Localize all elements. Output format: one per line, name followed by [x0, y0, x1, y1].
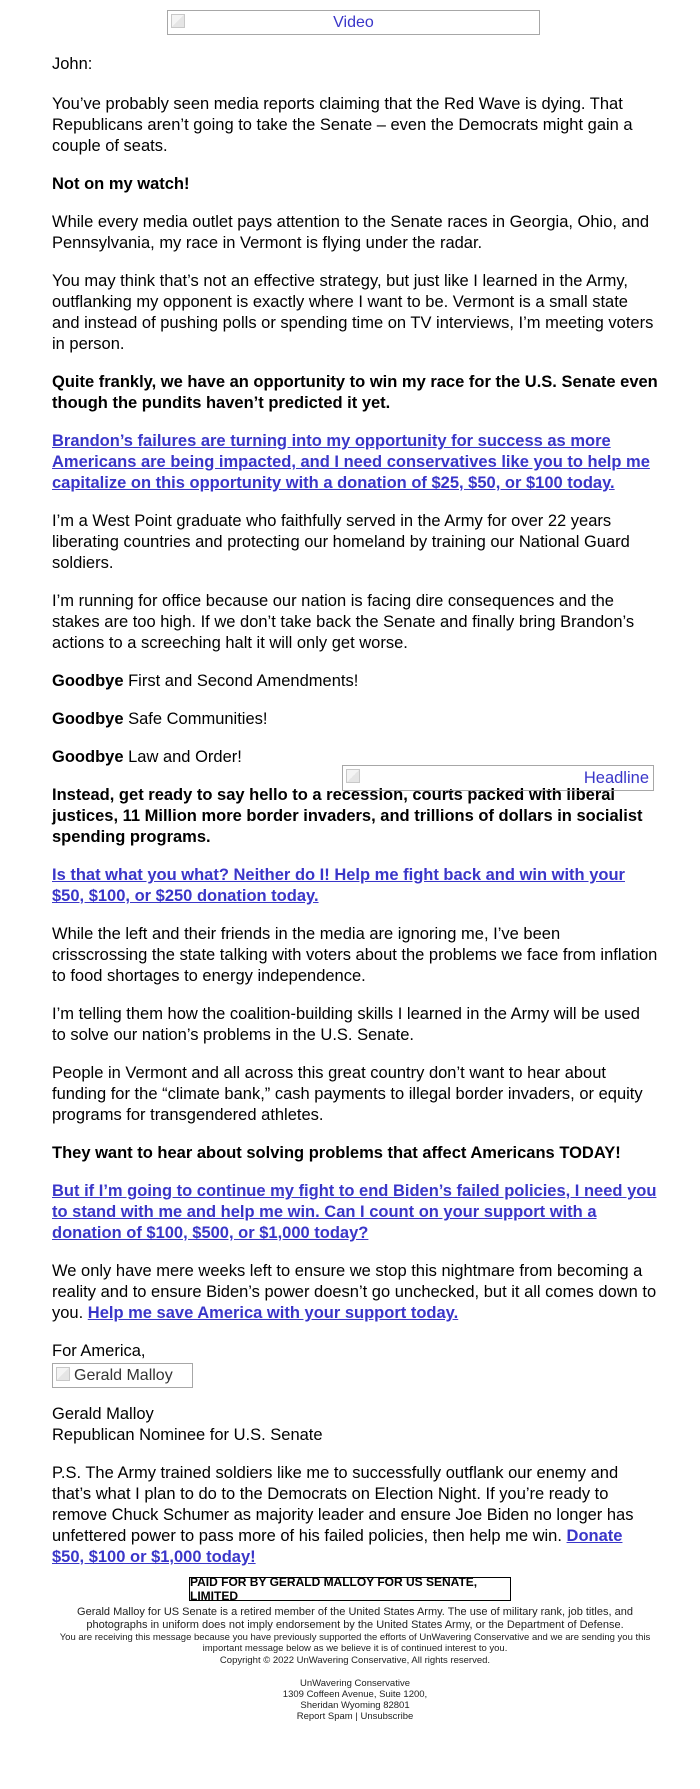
receiving-notice: You are receiving this message because you have previously supported the efforts of UnWavering Conservative and we are sending you this important message below as we believe it is of continued interest to you.	[59, 1632, 651, 1655]
paid-for-box: PAID FOR BY GERALD MALLOY FOR US SENATE, LIMITED	[189, 1577, 511, 1601]
save-america-link[interactable]: Help me save America with your support today.	[87, 1304, 459, 1322]
goodbye-amendments	[52, 671, 658, 692]
paragraph-today: They want to hear about solving problems that affect Americans TODAY!	[52, 1144, 621, 1162]
paragraph-coalition: I’m telling them how the coalition-building skills I learned in the Army will be used to solve our nation’s problems in the U.S. Senate.	[52, 1005, 640, 1044]
goodbye-communities	[52, 709, 658, 730]
paragraph-weeks-left	[52, 1261, 658, 1324]
report-spam-link[interactable]: Report Spam	[296, 1711, 353, 1723]
footer-link-separator: |	[352, 1711, 361, 1723]
goodbye-word: Goodbye	[52, 748, 124, 766]
paragraph-crisscrossing: While the left and their friends in the media are ignoring me, I’ve been crisscrossing the state talking with voters about the problems we face from inflation to food shortages to energy independence.	[52, 925, 658, 985]
donate-link-50-100-250[interactable]: Is that what you what? Neither do I! Help me fight back and win with your $50, $100, or $250 donation today.	[52, 866, 625, 905]
footer-links	[52, 1711, 658, 1722]
weeks-left-text: We only have mere weeks left to ensure we stop this nightmare from becoming a reality and to ensure Biden’s power doesn’t go unchecked, but it all comes down to you.	[52, 1262, 657, 1322]
paragraph-strategy: You may think that’s not an effective strategy, but just like I learned in the Army, outflanking my opponent is exactly where I want to be. Vermont is a small state and instead of pushing polls or spending time on TV interviews, I’m meeting voters in person.	[52, 272, 654, 353]
video-image[interactable]	[167, 10, 540, 35]
unsubscribe-link[interactable]: Unsubscribe	[360, 1711, 414, 1723]
goodbye-law-order-text: Law and Order!	[123, 748, 242, 766]
broken-image-icon	[346, 769, 360, 783]
goodbye-word: Goodbye	[52, 672, 124, 690]
broken-image-icon	[56, 1367, 70, 1381]
mailing-address	[52, 1678, 658, 1722]
paragraph-running: I’m running for office because our nation is facing dire consequences and the stakes are too high. If we don’t take back the Senate and finally bring Brandon’s actions to a screeching halt it will only get worse.	[52, 592, 635, 652]
goodbye-communities-text: Safe Communities!	[123, 710, 268, 728]
paragraph-opportunity: Quite frankly, we have an opportunity to win my race for the U.S. Senate even though the pundits haven’t predicted it yet.	[52, 373, 658, 412]
paragraph-climate-bank: People in Vermont and all across this great country don’t want to hear about funding for the “climate bank,” cash payments to illegal border invaders, or equity programs for transgendered athletes.	[52, 1064, 643, 1124]
signature-title: Republican Nominee for U.S. Senate	[52, 1426, 323, 1444]
paragraph-west-point: I’m a West Point graduate who faithfully served in the Army for over 22 years liberating countries and protecting our homeland by training our National Guard soldiers.	[52, 512, 630, 572]
donate-link-25-50-100[interactable]: Brandon’s failures are turning into my opportunity for success as more Americans are being impacted, and I need conservatives like you to help me capitalize on this opportunity with a donation of $25, $50, or $100 today.	[52, 432, 650, 492]
paid-for-wrapper	[0, 1577, 700, 1601]
paragraph-recession: Instead, get ready to say hello to a recession, courts packed with liberal justices, 11 Million more border invaders, and trillions of dollars in socialist spending programs.	[52, 786, 643, 846]
signature-image	[52, 1363, 193, 1388]
video-image-alt: Video	[333, 13, 374, 31]
disclaimer: Gerald Malloy for US Senate is a retired member of the United States Army. The use of military rank, job titles, and photographs in uniform does not imply endorsement by the United States Army, or the Department of Defense.	[77, 1606, 633, 1631]
postscript-text: P.S. The Army trained soldiers like me to successfully outflank our enemy and that’s what I plan to do to the Democrats on Election Night. If you’re ready to remove Chuck Schumer as majority leader and ensure Joe Biden no longer has unfettered power to pass more of his failed policies, then help me win.	[52, 1464, 634, 1545]
address-line-2: Sheridan Wyoming 82801	[300, 1700, 410, 1712]
copyright: Copyright © 2022 UnWavering Conservative, All rights reserved.	[219, 1655, 491, 1667]
org-name: UnWavering Conservative	[300, 1678, 410, 1690]
paragraph-media-outlets: While every media outlet pays attention to the Senate races in Georgia, Ohio, and Pennsylvania, my race in Vermont is flying under the radar.	[52, 213, 650, 252]
footer	[52, 1606, 658, 1722]
signature-name: Gerald Malloy	[52, 1405, 154, 1423]
signoff: For America,	[52, 1342, 146, 1360]
headline-image-alt: Headline	[583, 768, 649, 787]
donate-link-100-500-1000[interactable]: But if I’m going to continue my fight to end Biden’s failed policies, I need you to stand with me and help me win. Can I count on your support with a donation of $100, $500, or $1,000 today?	[52, 1182, 657, 1242]
postscript	[52, 1463, 658, 1568]
broken-image-icon	[171, 14, 185, 28]
goodbye-word: Goodbye	[52, 710, 124, 728]
address-line-1: 1309 Coffeen Avenue, Suite 1200,	[282, 1689, 428, 1701]
signature-image-alt: Gerald Malloy	[74, 1367, 173, 1384]
headline-image	[342, 765, 654, 791]
salutation: John:	[52, 55, 93, 73]
paragraph-red-wave: You’ve probably seen media reports claiming that the Red Wave is dying. That Republicans aren’t going to take the Senate – even the Democrats might gain a couple of seats.	[52, 95, 633, 155]
paragraph-not-on-my-watch: Not on my watch!	[52, 175, 190, 193]
goodbye-amendments-text: First and Second Amendments!	[123, 672, 359, 690]
donate-link-ps[interactable]: Donate $50, $100 or $1,000 today!	[52, 1527, 623, 1566]
